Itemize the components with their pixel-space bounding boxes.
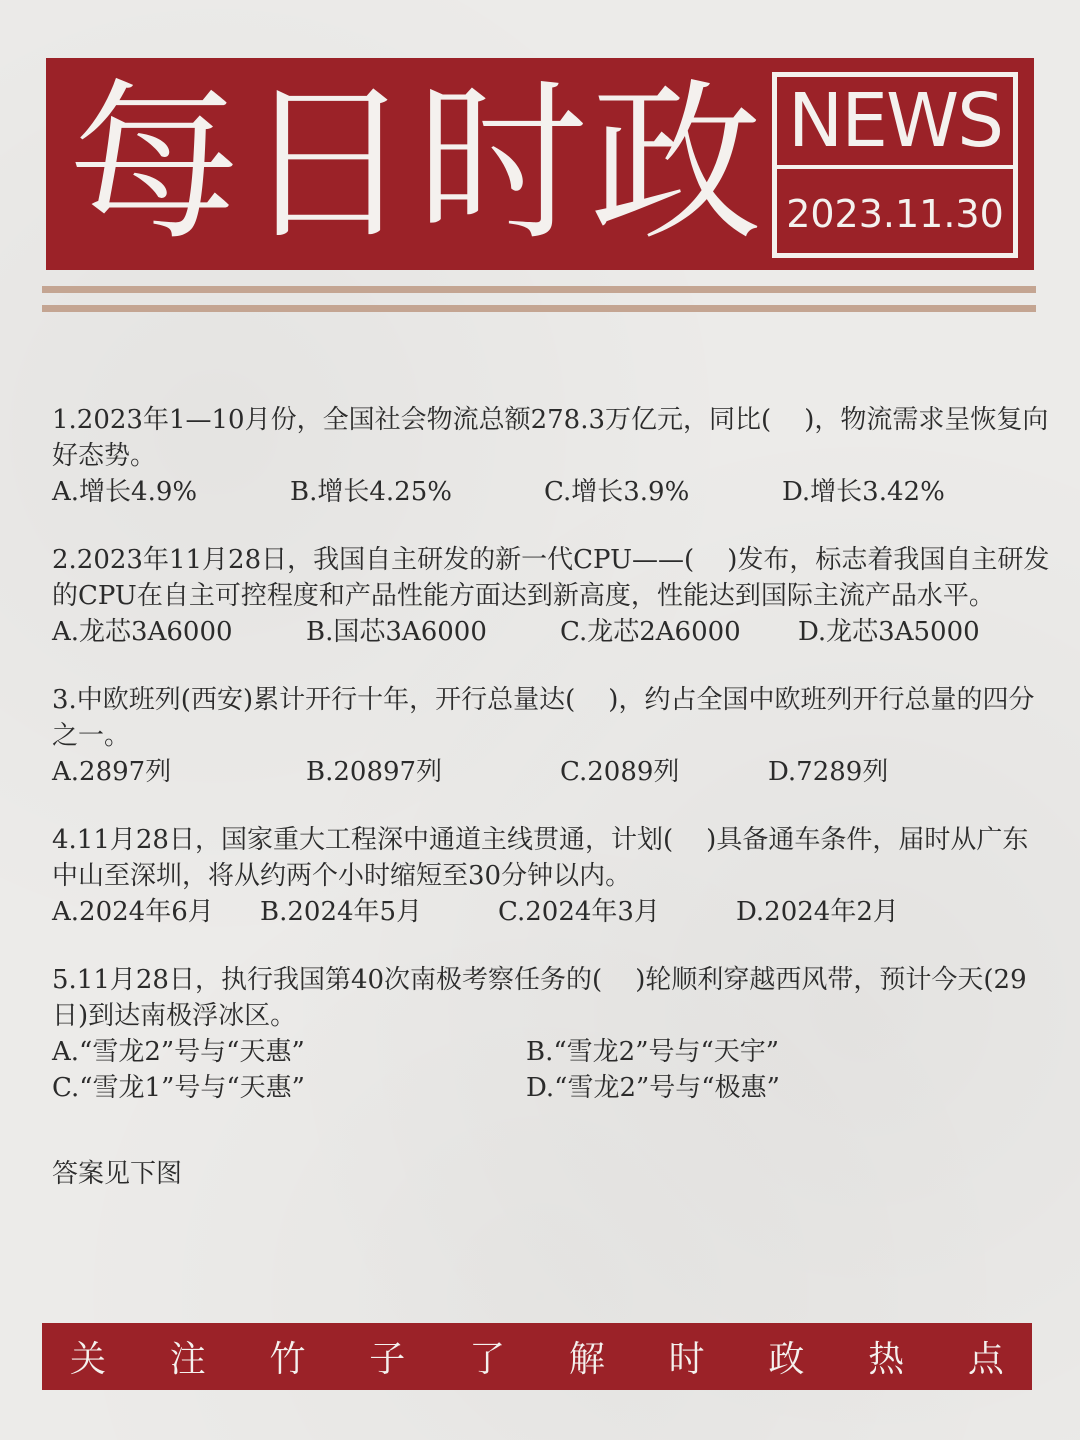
divider-bottom [42,305,1036,312]
option-d: D.“雪龙2”号与“极惠” [526,1073,780,1103]
option-a: A.2897列 [52,757,172,787]
question-4 [52,822,1052,930]
option-c: C.增长3.9% [544,477,690,507]
question-options [52,614,1052,650]
option-c: C.龙芯2A6000 [560,617,741,647]
option-b: B.“雪龙2”号与“天宇” [526,1037,780,1067]
question-text: 4.11月28日，国家重大工程深中通道主线贯通，计划( )具备通车条件，届时从广东中山至深圳，将从约两个小时缩短至30分钟以内。 [52,825,1029,891]
option-b: B.2024年5月 [260,897,423,927]
option-d: D.2024年2月 [736,897,899,927]
option-d: D.7289列 [768,757,889,787]
question-options [52,894,1052,930]
date-label: 2023.11.30 [786,192,1004,236]
footer-char: 政 [768,1339,805,1380]
question-text: 2.2023年11月28日，我国自主研发的新一代CPU——( )发布，标志着我国自主研发的CPU在自主可控程度和产品性能方面达到新高度，性能达到国际主流产品水平。 [52,545,1050,611]
answer-note: 答案见下图 [52,1159,183,1189]
footer-char: 解 [568,1339,605,1380]
option-a: A.2024年6月 [52,897,214,927]
option-a: A.龙芯3A6000 [52,617,233,647]
footer-char: 关 [70,1339,107,1380]
question-2 [52,542,1052,650]
option-d: D.增长3.42% [782,477,945,507]
footer-char: 时 [668,1339,705,1380]
footer-char: 竹 [269,1339,306,1380]
question-1 [52,402,1052,510]
news-box [772,72,1018,258]
option-c: C.2024年3月 [498,897,660,927]
option-d: D.龙芯3A5000 [798,617,980,647]
option-c: C.2089列 [560,757,680,787]
question-3 [52,682,1052,790]
divider-top [42,286,1036,293]
question-5 [52,962,1052,1106]
header-banner [46,58,1034,270]
footer-char: 点 [967,1339,1004,1380]
footer-char: 了 [469,1339,506,1380]
footer-char: 热 [868,1339,905,1380]
option-b: B.增长4.25% [290,477,452,507]
question-options [52,1034,1052,1070]
footer-char: 子 [369,1339,406,1380]
option-b: B.国芯3A6000 [306,617,487,647]
option-a: A.“雪龙2”号与“天惠” [52,1037,305,1067]
question-text: 5.11月28日，执行我国第40次南极考察任务的( )轮顺利穿越西风带，预计今天(29日)到达南极浮冰区。 [52,965,1027,1031]
option-a: A.增长4.9% [52,477,198,507]
option-c: C.“雪龙1”号与“天惠” [52,1073,305,1103]
question-options [52,474,1052,510]
option-b: B.20897列 [306,757,443,787]
page-title: 每日时政 [68,63,764,264]
question-options [52,754,1052,790]
footer-banner [42,1323,1032,1390]
question-options [52,1070,1052,1106]
question-text: 3.中欧班列(西安)累计开行十年，开行总量达( )，约占全国中欧班列开行总量的四分之一。 [52,685,1035,751]
question-text: 1.2023年1—10月份，全国社会物流总额278.3万亿元，同比( )，物流需求呈恢复向好态势。 [52,405,1049,471]
footer-char: 注 [169,1339,206,1380]
news-label: NEWS [777,77,1013,169]
question-list [52,402,1052,1192]
